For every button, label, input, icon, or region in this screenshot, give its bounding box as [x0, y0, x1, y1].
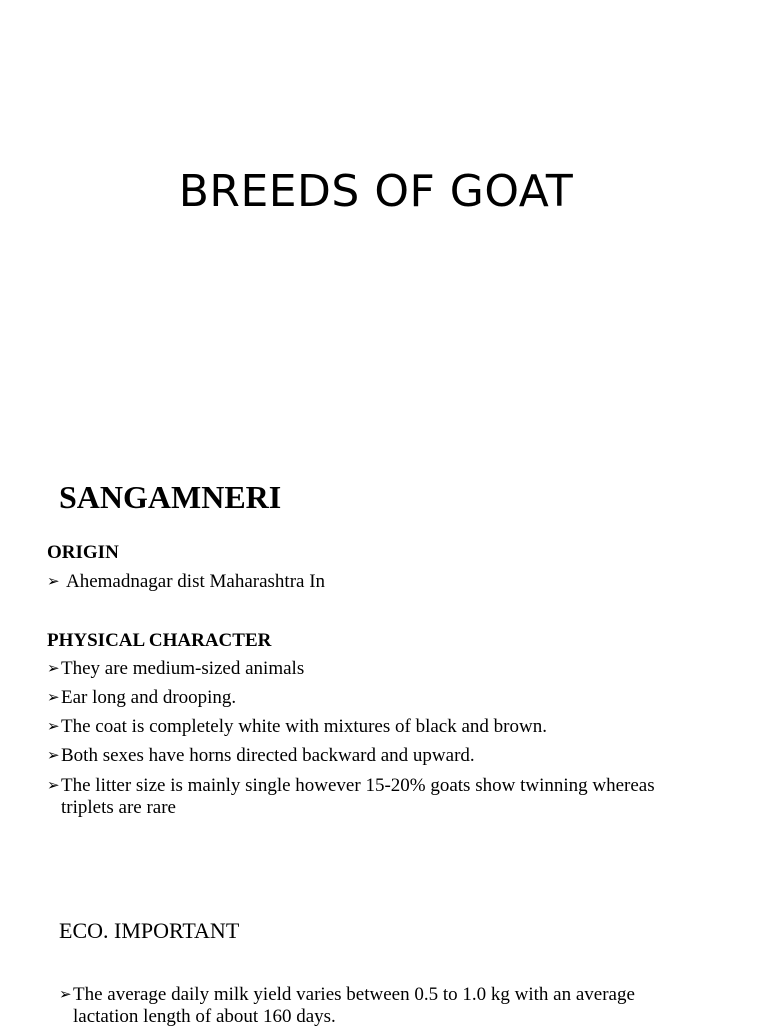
origin-item-text: Ahemadnagar dist Maharashtra In [66, 571, 326, 592]
arrow-bullet-icon: ➢ [47, 572, 60, 590]
eco-item [59, 984, 699, 1028]
document-title: BREEDS OF GOAT [178, 166, 574, 217]
physical-item [47, 745, 727, 767]
physical-item-text: They are medium-sized animals [61, 658, 305, 679]
physical-item-text: The litter size is mainly single however 15-20% goats show twinning whereas triplets are rare [61, 775, 655, 818]
arrow-bullet-icon: ➢ [47, 717, 60, 735]
physical-item [47, 716, 727, 738]
breed-heading: SANGAMNERI [59, 479, 282, 515]
physical-item-text: The coat is completely white with mixtures of black and brown. [61, 716, 547, 737]
physical-character-label: PHYSICAL CHARACTER [47, 630, 272, 651]
arrow-bullet-icon: ➢ [47, 659, 60, 677]
arrow-bullet-icon: ➢ [47, 776, 60, 794]
physical-item [47, 658, 727, 680]
physical-item [47, 687, 727, 709]
origin-item [47, 571, 727, 593]
eco-item-text: The average daily milk yield varies between 0.5 to 1.0 kg with an average lactation length of about 160 days. [73, 984, 635, 1027]
physical-item-text: Ear long and drooping. [61, 687, 237, 708]
arrow-bullet-icon: ➢ [47, 746, 60, 764]
physical-item [47, 775, 707, 819]
eco-important-label: ECO. IMPORTANT [59, 918, 240, 943]
arrow-bullet-icon: ➢ [59, 985, 72, 1003]
physical-item-text: Both sexes have horns directed backward and upward. [61, 745, 475, 766]
origin-label: ORIGIN [47, 542, 119, 563]
arrow-bullet-icon: ➢ [47, 688, 60, 706]
